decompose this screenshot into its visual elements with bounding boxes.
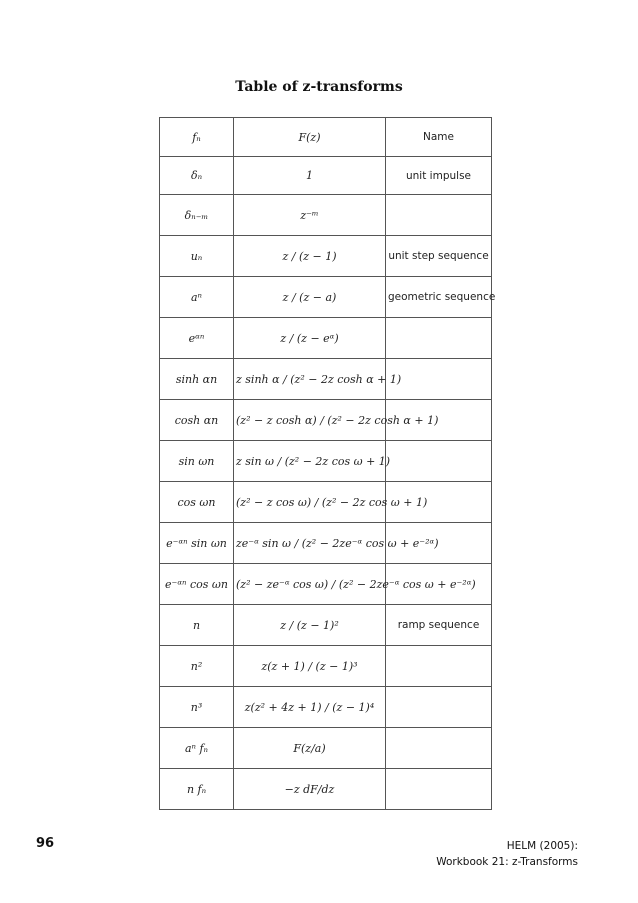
transform-cell: z(z + 1) / (z − 1)³ [234,646,386,687]
sequence-cell: aⁿ [160,277,234,318]
table-row [160,687,492,728]
name-cell [386,318,492,359]
table-row [160,318,492,359]
transform-cell: z⁻ᵐ [234,195,386,236]
sequence-cell: cos ωn [160,482,234,523]
sequence-cell: n² [160,646,234,687]
sequence-cell: sin ωn [160,441,234,482]
footer-source [436,838,578,870]
sequence-cell: n fₙ [160,769,234,810]
transform-cell: z sin ω / (z² − 2z cos ω + 1) [234,441,386,482]
name-cell [386,769,492,810]
sequence-cell: n³ [160,687,234,728]
table-row [160,646,492,687]
sequence-cell: δₙ₋ₘ [160,195,234,236]
name-cell [386,441,492,482]
name-cell [386,195,492,236]
transform-cell: ze⁻ᵅ sin ω / (z² − 2ze⁻ᵅ cos ω + e⁻²ᵅ) [234,523,386,564]
table-row [160,564,492,605]
sequence-cell: aⁿ fₙ [160,728,234,769]
table-header-row [160,118,492,157]
sequence-cell: δₙ [160,157,234,195]
name-cell [386,359,492,400]
page-number: 96 [36,836,55,851]
table-row [160,359,492,400]
table-row [160,441,492,482]
header-sequence: fₙ [160,118,234,157]
name-cell: unit impulse [386,157,492,195]
sequence-cell: e⁻ᵅⁿ cos ωn [160,564,234,605]
transform-cell: 1 [234,157,386,195]
sequence-cell: eᵅⁿ [160,318,234,359]
table-row [160,157,492,195]
z-transform-table [159,117,496,810]
table-row [160,400,492,441]
transform-cell: z sinh α / (z² − 2z cosh α + 1) [234,359,386,400]
sequence-cell: sinh αn [160,359,234,400]
footer-line-2: Workbook 21: z-Transforms [436,856,578,868]
sequence-cell: cosh αn [160,400,234,441]
table-row [160,195,492,236]
transform-cell: z(z² + 4z + 1) / (z − 1)⁴ [234,687,386,728]
footer-line-1: HELM (2005): [506,840,578,852]
transform-cell: F(z/a) [234,728,386,769]
page-title: Table of z-transforms [235,79,403,95]
transform-cell: z / (z − a) [234,277,386,318]
transform-cell: z / (z − eᵅ) [234,318,386,359]
table-row [160,769,492,810]
sequence-cell: n [160,605,234,646]
transform-cell: z / (z − 1) [234,236,386,277]
name-cell: unit step sequence [386,236,492,277]
name-cell [386,728,492,769]
name-cell [386,687,492,728]
table-row [160,277,492,318]
table-row [160,605,492,646]
transform-cell: (z² − z cos ω) / (z² − 2z cos ω + 1) [234,482,386,523]
table-row [160,482,492,523]
sequence-cell: uₙ [160,236,234,277]
table-row [160,236,492,277]
header-transform: F(z) [234,118,386,157]
name-cell [386,646,492,687]
transform-cell: (z² − z cosh α) / (z² − 2z cosh α + 1) [234,400,386,441]
transform-cell: −z dF/dz [234,769,386,810]
transform-cell: z / (z − 1)² [234,605,386,646]
header-name: Name [386,118,492,157]
table-row [160,523,492,564]
table-row [160,728,492,769]
transform-cell: (z² − ze⁻ᵅ cos ω) / (z² − 2ze⁻ᵅ cos ω + e⁻²ᵅ) [234,564,386,605]
name-cell: ramp sequence [386,605,492,646]
name-cell: geometric sequence [386,277,492,318]
sequence-cell: e⁻ᵅⁿ sin ωn [160,523,234,564]
